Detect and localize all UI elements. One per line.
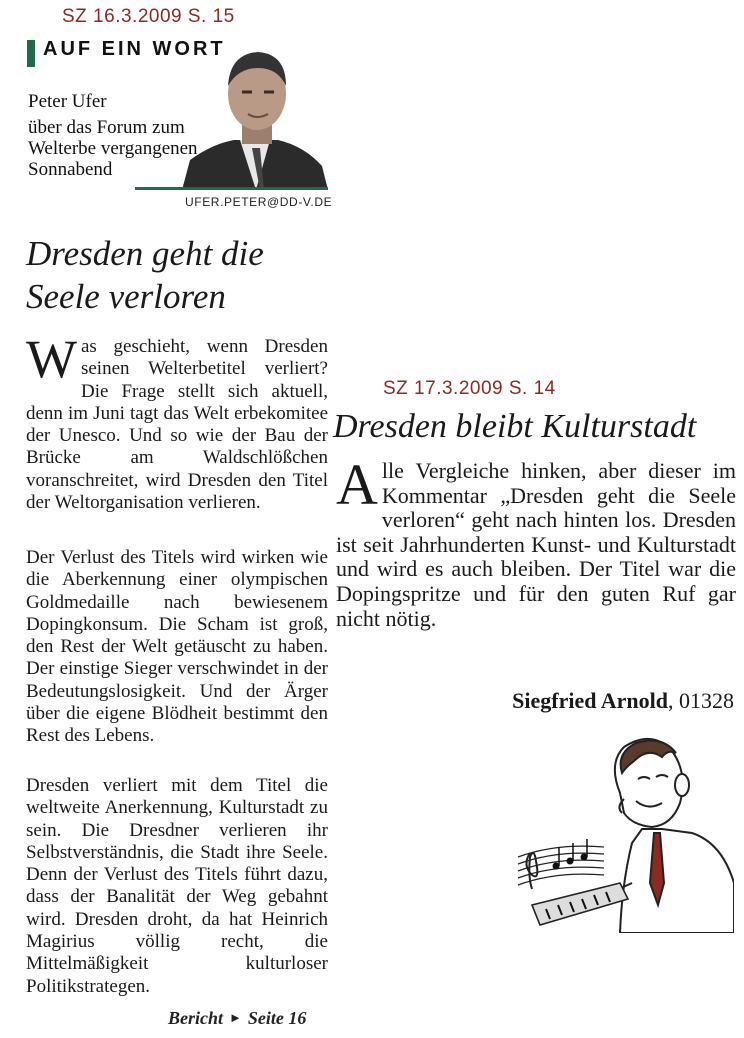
author-description: über das Forum zum Welterbe vergangenen Sonnabend xyxy=(28,117,198,180)
article-paragraph-2: Der Verlust des Titels wird wirken wie die Aberkennung einer olympischen Goldmedaille nach bewiesenem Dopingkonsum. Die Scham ist groß, den Rest der Welt getäuscht zu haben. Der einstige Sieger verschwindet in der Bedeutungslosigkeit. Und der Ärger über die eigene Blödheit bestimmt den Rest des Lebens. xyxy=(26,547,328,747)
author-name: Peter Ufer xyxy=(28,91,107,112)
author-photo xyxy=(182,40,328,190)
letter-headline: Dresden bleibt Kulturstadt xyxy=(333,408,697,445)
letter-body: lle Vergleiche hinken, aber dieser im Kommentar „Dresden geht die Seele verloren“ geht nach hinten los. Dresden ist seit Jahrhunderten Kunst- und Kulturstadt und wird es auch bleiben. Der Titel war die Dopingspritze und für den guten Ruf gar nicht nötig. xyxy=(336,458,736,631)
drop-cap: W xyxy=(26,329,77,389)
author-email: UFER.PETER@DD-V.DE xyxy=(185,195,333,209)
signature-separator: , xyxy=(668,688,679,713)
article-paragraph-3: Dresden verliert mit dem Titel die weltweite Anerkennung, Kulturstadt zu sein. Die Dresdner verlieren ihr Selbstverständnis, die Stadt ihre Seele. Denn der Verlust des Titels führt dazu, dass der Banalität der Weg gebahnt wird. Dresden droht, da hat Heinrich Magirius völlig recht, die Mittelmäßigkeit kulturloser Politikstrategen. xyxy=(26,775,328,997)
rubric-underline xyxy=(135,187,328,190)
drop-cap: A xyxy=(336,452,378,517)
paragraph-text: as geschieht, wenn Dresden seinen Welterbetitel verliert? Die Frage stellt sich aktuell, denn im Juni tagt das Welt erbekomitee der Unesco. Und so wie der Bau der Brücke am Waldschlößchen voranschreitet, wird Dresden den Titel der Weltorganisation verlieren. xyxy=(26,336,328,514)
source-tag-1: SZ 16.3.2009 S. 15 xyxy=(62,6,235,27)
pianist-cartoon xyxy=(512,733,734,933)
arrow-right-icon: ► xyxy=(229,1010,242,1025)
letter-signature xyxy=(512,688,734,714)
letter-text xyxy=(336,452,736,631)
signature-name: Siegfried Arnold xyxy=(512,688,668,713)
reference-page: Seite 16 xyxy=(247,1008,307,1028)
rubric-title: AUF EIN WORT xyxy=(43,38,226,60)
article-headline: Dresden geht die Seele verloren xyxy=(26,234,264,316)
reference-label: Bericht xyxy=(168,1008,224,1028)
source-tag-2: SZ 17.3.2009 S. 14 xyxy=(383,378,556,399)
signature-zip: 01328 xyxy=(679,688,734,713)
article-paragraph-1 xyxy=(26,329,328,514)
rubric-bar xyxy=(27,40,35,67)
article-reference xyxy=(168,1008,306,1029)
